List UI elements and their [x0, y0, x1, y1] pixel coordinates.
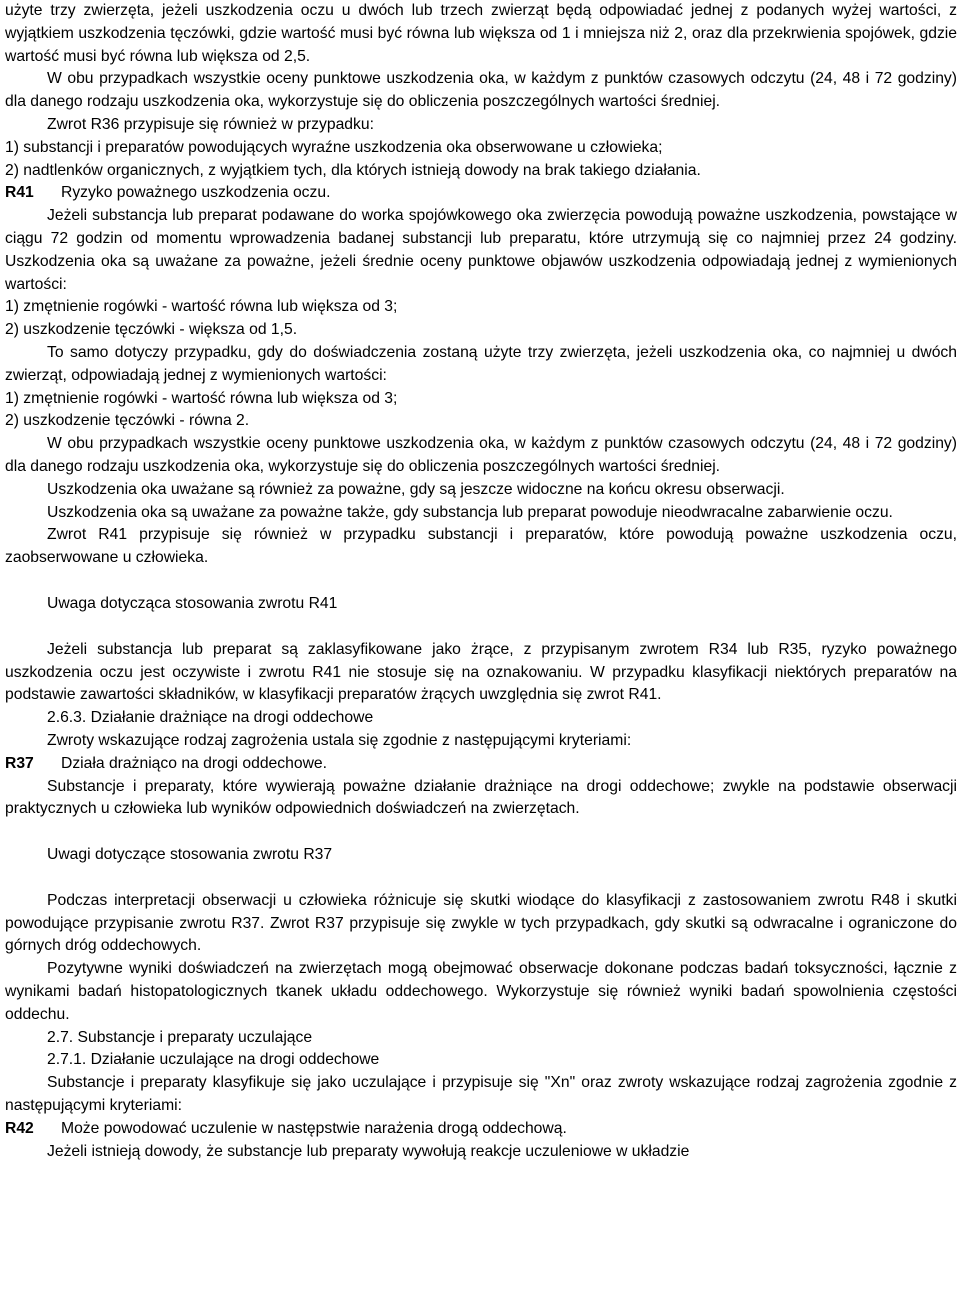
risk-phrase-r41 — [5, 182, 957, 205]
paragraph: Uszkodzenia oka uważane są również za poważne, gdy są jeszcze widoczne na końcu okresu obserwacji. — [47, 480, 785, 498]
paragraph: Substancje i preparaty, które wywierają poważne działanie drażniące na drogi oddechowe; zwykle na podstawie obserwacji praktycznych u człowieka lub wyników odpowiednich doświadczeń na zwierzętach. — [5, 777, 957, 818]
risk-code: R37 — [5, 754, 34, 772]
list-item: 1) zmętnienie rogówki - wartość równa lub większa od 3; — [5, 298, 398, 316]
paragraph: Jeżeli istnieją dowody, że substancje lub preparaty wywołują reakcje uczuleniowe w układzie — [47, 1142, 690, 1160]
list-item: 2) uszkodzenie tęczówki - większa od 1,5. — [5, 321, 298, 339]
risk-text: Działa drażniąco na drogi oddechowe. — [61, 754, 327, 772]
list-item: 1) substancji i preparatów powodujących wyraźne uszkodzenia oka obserwowane u człowieka; — [5, 138, 663, 156]
risk-text: Ryzyko poważnego uszkodzenia oczu. — [61, 184, 331, 202]
spacer — [5, 867, 957, 890]
paragraph: Uszkodzenia oka są uważane za poważne także, gdy substancja lub preparat powoduje nieodwracalne zabarwienie oczu. — [47, 503, 893, 521]
section-heading: 2.7. Substancje i preparaty uczulające — [47, 1028, 313, 1046]
paragraph: Substancje i preparaty klasyfikuje się jako uczulające i przypisuje się "Xn" oraz zwroty wskazujące rodzaj zagrożenia zgodnie z następującymi kryteriami: — [5, 1074, 957, 1115]
note-heading: Uwagi dotyczące stosowania zwrotu R37 — [47, 846, 333, 864]
paragraph: Zwrot R36 przypisuje się również w przypadku: — [47, 115, 374, 133]
risk-phrase-r42 — [5, 1118, 957, 1141]
risk-code: R41 — [5, 184, 34, 202]
paragraph: W obu przypadkach wszystkie oceny punktowe uszkodzenia oka, w każdym z punktów czasowych odczytu (24, 48 i 72 godziny) dla danego rodzaju uszkodzenia oka, wykorzystuje się do obliczenia poszczególnych wartości średniej. — [5, 435, 957, 475]
list-item: 2) uszkodzenie tęczówki - równa 2. — [5, 412, 250, 430]
risk-code: R42 — [5, 1119, 34, 1137]
list-item: 2) nadtlenków organicznych, z wyjątkiem tych, dla których istnieją dowody na brak takiego działania. — [5, 161, 701, 179]
paragraph: użyte trzy zwierzęta, jeżeli uszkodzenia oczu u dwóch lub trzech zwierząt będą odpowiadać jednej z podanych wyżej wartości, z wyjątkiem uszkodzenia tęczówki, gdzie wartość musi być równa lub większa od 1 i mniejsza niż 2, oraz dla przekrwienia spojówek, gdzie wartość musi być równa lub większa od 2,5. — [5, 2, 957, 65]
section-heading: 2.6.3. Działanie drażniące na drogi oddechowe — [47, 709, 374, 727]
spacer — [5, 570, 957, 593]
risk-phrase-r37 — [5, 753, 957, 776]
paragraph: Jeżeli substancja lub preparat podawane do worka spojówkowego oka zwierzęcia powodują poważne uszkodzenia, powstające w ciągu 72 godzin od momentu wprowadzenia badanej substancji lub preparatu, które utrzymują się co najmniej przez 24 godziny. Uszkodzenia oka są uważane za poważne, jeżeli średnie oceny punktowe objawów uszkodzenia odpowiadają jednej z wymienionych wartości: — [5, 207, 957, 293]
paragraph: W obu przypadkach wszystkie oceny punktowe uszkodzenia oka, w każdym z punktów czasowych odczytu (24, 48 i 72 godziny) dla danego rodzaju uszkodzenia oka, wykorzystuje się do obliczenia poszczególnych wartości średniej. — [5, 70, 957, 111]
list-item: 1) zmętnienie rogówki - wartość równa lub większa od 3; — [5, 389, 398, 407]
paragraph: Podczas interpretacji obserwacji u człowieka różnicuje się skutki wiodące do klasyfikacji z zastosowaniem zwrotu R48 i skutki powodujące przypisanie zwrotu R37. Zwrot R37 przypisuje się zwykle w tych przypadkach, gdy skutki są odwracalne i ograniczone do górnych dróg oddechowych. — [5, 891, 957, 955]
risk-text: Może powodować uczulenie w następstwie narażenia drogą oddechową. — [61, 1119, 567, 1137]
paragraph: To samo dotyczy przypadku, gdy do doświadczenia zostaną użyte trzy zwierzęta, jeżeli uszkodzenia oka, co najmniej u dwóch zwierząt, odpowiadają jednej z wymienionych wartości: — [5, 343, 957, 384]
spacer — [5, 616, 957, 639]
paragraph: Jeżeli substancja lub preparat są zaklasyfikowane jako żrące, z przypisanym zwrotem R34 lub R35, ryzyko poważnego uszkodzenia oczu jest oczywiste i zwrotu R41 nie stosuje się na oznakowaniu. W przypadku klasyfikacji niektórych preparatów na podstawie zawartości składników, w klasyfikacji preparatów żrących uwzględnia się zwrot R41. — [5, 640, 957, 704]
paragraph: Zwroty wskazujące rodzaj zagrożenia ustala się zgodnie z następującymi kryteriami: — [47, 731, 632, 749]
paragraph: Pozytywne wyniki doświadczeń na zwierzętach mogą obejmować obserwacje dokonane podczas badań toksyczności, łącznie z wynikami badań histopatologicznych tkanek układu oddechowego. Wykorzystuje się również wyniki badań spowolnienia częstości oddechu. — [5, 960, 957, 1023]
spacer — [5, 821, 957, 844]
section-heading: 2.7.1. Działanie uczulające na drogi oddechowe — [47, 1051, 380, 1069]
paragraph: Zwrot R41 przypisuje się również w przypadku substancji i preparatów, które powodują poważne uszkodzenia oczu, zaobserwowane u człowieka. — [5, 526, 957, 567]
note-heading: Uwaga dotycząca stosowania zwrotu R41 — [47, 594, 338, 612]
